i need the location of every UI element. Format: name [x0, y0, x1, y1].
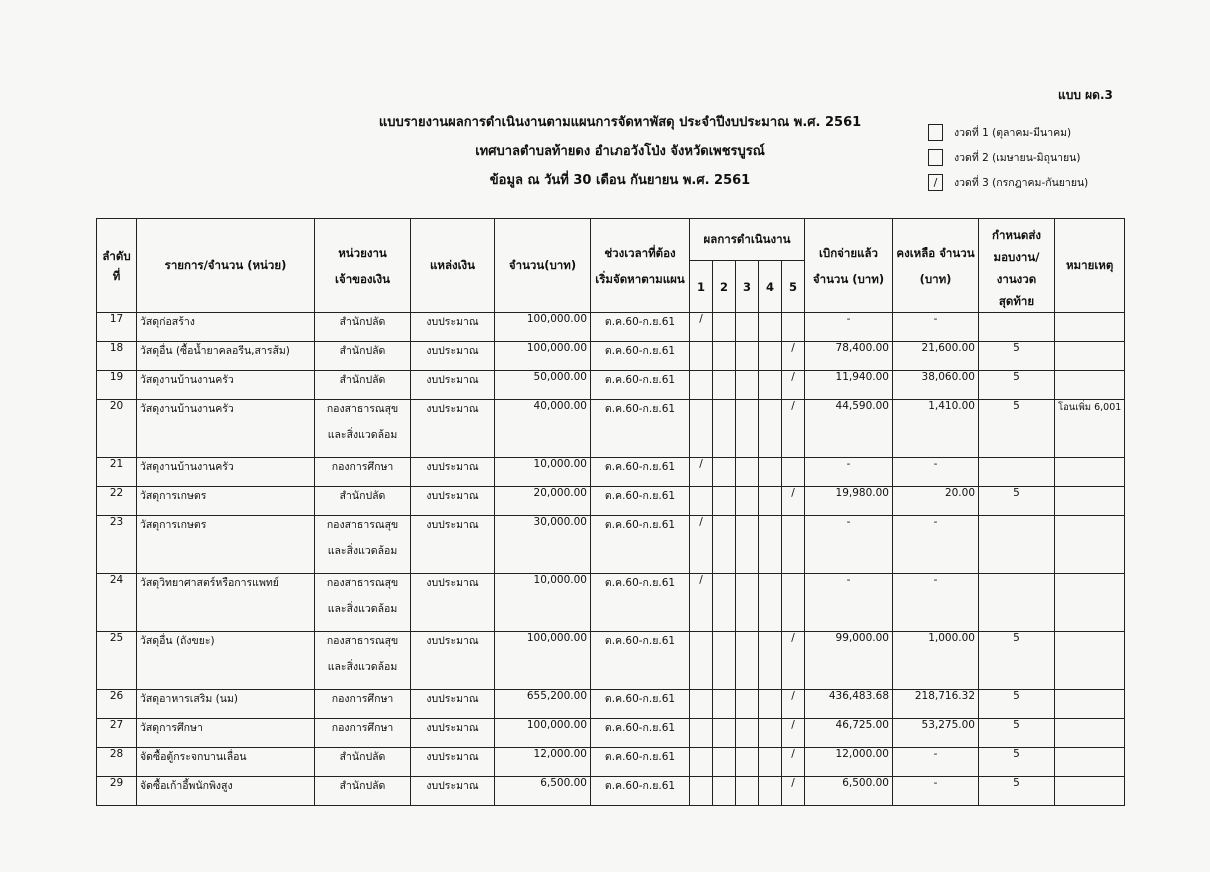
row-number: 27 [97, 719, 137, 748]
fund-source: งบประมาณ [411, 748, 495, 777]
table-row [97, 487, 1125, 516]
owner-line: สำนักปลัด [339, 751, 386, 763]
progress-step-4 [759, 690, 782, 719]
progress-step-5 [782, 574, 805, 632]
progress-check-mark: / [791, 632, 795, 644]
progress-check-mark: / [791, 342, 795, 354]
progress-step-4 [759, 777, 782, 806]
report-titles [340, 108, 900, 195]
owner-department [315, 342, 411, 371]
plan-period: ต.ค.60-ก.ย.61 [591, 777, 690, 806]
progress-step-2 [713, 487, 736, 516]
owner-line: และสิ่งแวดล้อม [327, 661, 398, 673]
fund-source: งบประมาณ [411, 719, 495, 748]
period-3 [928, 170, 1088, 195]
progress-step-1 [690, 719, 713, 748]
header-item: รายการ/จำนวน (หน่วย) [137, 219, 315, 313]
spent-amount: - [805, 458, 893, 487]
row-number: 29 [97, 777, 137, 806]
budget-amount: 20,000.00 [495, 487, 591, 516]
spent-amount: 436,483.68 [805, 690, 893, 719]
owner-line: และสิ่งแวดล้อม [327, 603, 398, 615]
plan-period: ต.ค.60-ก.ย.61 [591, 371, 690, 400]
row-number: 24 [97, 574, 137, 632]
progress-step-2 [713, 458, 736, 487]
progress-step-3 [736, 487, 759, 516]
owner-department [315, 632, 411, 690]
progress-step-5 [782, 777, 805, 806]
remaining-amount: - [893, 313, 979, 342]
progress-check-mark: / [791, 690, 795, 702]
progress-step-1 [690, 748, 713, 777]
progress-step-2 [713, 690, 736, 719]
header-source: แหล่งเงิน [411, 219, 495, 313]
progress-step-5 [782, 342, 805, 371]
item-name: วัสดุอาหารเสริม (นม) [137, 690, 315, 719]
progress-check-mark: / [699, 574, 703, 586]
header-step-3: 3 [736, 261, 759, 313]
progress-step-3 [736, 313, 759, 342]
remaining-amount: - [893, 516, 979, 574]
progress-check-mark: / [699, 516, 703, 528]
plan-period: ต.ค.60-ก.ย.61 [591, 719, 690, 748]
owner-line: สำนักปลัด [339, 316, 386, 328]
deadline-days: 5 [979, 487, 1055, 516]
progress-step-1 [690, 400, 713, 458]
progress-step-1 [690, 458, 713, 487]
budget-amount: 10,000.00 [495, 574, 591, 632]
header-remain: คงเหลือ จำนวน (บาท) [893, 219, 979, 313]
progress-step-1 [690, 632, 713, 690]
progress-step-3 [736, 719, 759, 748]
header-step-5: 5 [782, 261, 805, 313]
item-name: วัสดุก่อสร้าง [137, 313, 315, 342]
progress-step-2 [713, 400, 736, 458]
fund-source: งบประมาณ [411, 777, 495, 806]
owner-department [315, 313, 411, 342]
header-step-1: 1 [690, 261, 713, 313]
row-number: 19 [97, 371, 137, 400]
owner-line: สำนักปลัด [339, 345, 386, 357]
deadline-days [979, 313, 1055, 342]
owner-line: สำนักปลัด [339, 780, 386, 792]
progress-step-3 [736, 458, 759, 487]
progress-step-5 [782, 690, 805, 719]
fund-source: งบประมาณ [411, 574, 495, 632]
remaining-amount: 21,600.00 [893, 342, 979, 371]
remark: โอนเพิ่ม 6,001 [1055, 400, 1125, 458]
budget-amount: 10,000.00 [495, 458, 591, 487]
row-number: 26 [97, 690, 137, 719]
progress-step-5 [782, 719, 805, 748]
remaining-amount: - [893, 574, 979, 632]
period-1-checkbox[interactable] [928, 124, 943, 141]
budget-amount: 12,000.00 [495, 748, 591, 777]
owner-department [315, 516, 411, 574]
header-progress: ผลการดำเนินงาน [690, 219, 805, 261]
deadline-days: 5 [979, 748, 1055, 777]
report-organization: เทศบาลตำบลท้ายดง อำเภอวังโป่ง จังหวัดเพชรบูรณ์ [475, 144, 765, 159]
progress-step-5 [782, 313, 805, 342]
period-2-checkbox[interactable] [928, 149, 943, 166]
period-1-label: งวดที่ 1 (ตุลาคม-มีนาคม) [954, 127, 1072, 139]
owner-line: กองการศึกษา [331, 722, 394, 734]
header-step-4: 4 [759, 261, 782, 313]
plan-period: ต.ค.60-ก.ย.61 [591, 342, 690, 371]
header-period: ช่วงเวลาที่ต้อง เริ่มจัดหาตามแผน [591, 219, 690, 313]
deadline-days: 5 [979, 719, 1055, 748]
owner-line: กองสาธารณสุข [326, 403, 399, 415]
table-row [97, 777, 1125, 806]
fund-source: งบประมาณ [411, 458, 495, 487]
period-3-label: งวดที่ 3 (กรกฎาคม-กันยายน) [954, 177, 1089, 189]
progress-step-5 [782, 400, 805, 458]
row-number: 18 [97, 342, 137, 371]
remark [1055, 342, 1125, 371]
spent-amount: 19,980.00 [805, 487, 893, 516]
progress-step-5 [782, 458, 805, 487]
plan-period: ต.ค.60-ก.ย.61 [591, 313, 690, 342]
item-name: วัสดุการเกษตร [137, 516, 315, 574]
remaining-amount: - [893, 748, 979, 777]
spent-amount: 99,000.00 [805, 632, 893, 690]
fund-source: งบประมาณ [411, 342, 495, 371]
report-date: ข้อมูล ณ วันที่ 30 เดือน กันยายน พ.ศ. 2561 [489, 173, 751, 188]
remark [1055, 458, 1125, 487]
row-number: 17 [97, 313, 137, 342]
deadline-days [979, 458, 1055, 487]
progress-step-2 [713, 313, 736, 342]
progress-step-4 [759, 458, 782, 487]
progress-step-4 [759, 487, 782, 516]
item-name: วัสดุอื่น (ซื้อน้ำยาคลอรีน,สารส้ม) [137, 342, 315, 371]
item-name: วัสดุการศึกษา [137, 719, 315, 748]
fund-source: งบประมาณ [411, 400, 495, 458]
progress-step-2 [713, 748, 736, 777]
form-code: แบบ ผด.3 [1058, 88, 1113, 102]
progress-step-2 [713, 719, 736, 748]
progress-check-mark: / [791, 777, 795, 789]
owner-line: กองการศึกษา [331, 693, 394, 705]
plan-period: ต.ค.60-ก.ย.61 [591, 516, 690, 574]
progress-step-2 [713, 777, 736, 806]
fund-source: งบประมาณ [411, 371, 495, 400]
remark [1055, 690, 1125, 719]
plan-period: ต.ค.60-ก.ย.61 [591, 574, 690, 632]
remark [1055, 777, 1125, 806]
period-checklist [928, 120, 1088, 195]
item-name: วัสดุงานบ้านงานครัว [137, 400, 315, 458]
fund-source: งบประมาณ [411, 516, 495, 574]
progress-step-5 [782, 632, 805, 690]
owner-department [315, 748, 411, 777]
progress-step-3 [736, 777, 759, 806]
spent-amount: - [805, 516, 893, 574]
fund-source: งบประมาณ [411, 313, 495, 342]
header-step-2: 2 [713, 261, 736, 313]
budget-amount: 40,000.00 [495, 400, 591, 458]
progress-step-4 [759, 516, 782, 574]
deadline-days [979, 516, 1055, 574]
budget-amount: 30,000.00 [495, 516, 591, 574]
progress-step-2 [713, 516, 736, 574]
progress-step-3 [736, 342, 759, 371]
progress-step-3 [736, 748, 759, 777]
progress-step-3 [736, 516, 759, 574]
table-row [97, 632, 1125, 690]
remark [1055, 487, 1125, 516]
owner-line: สำนักปลัด [339, 490, 386, 502]
table-row [97, 574, 1125, 632]
progress-step-1 [690, 777, 713, 806]
plan-period: ต.ค.60-ก.ย.61 [591, 690, 690, 719]
spent-amount: 46,725.00 [805, 719, 893, 748]
owner-line: กองการศึกษา [331, 461, 394, 473]
progress-step-4 [759, 574, 782, 632]
spent-amount: 78,400.00 [805, 342, 893, 371]
plan-period: ต.ค.60-ก.ย.61 [591, 748, 690, 777]
owner-line: และสิ่งแวดล้อม [327, 429, 398, 441]
deadline-days: 5 [979, 342, 1055, 371]
progress-check-mark: / [699, 313, 703, 325]
progress-step-2 [713, 371, 736, 400]
owner-line: กองสาธารณสุข [326, 519, 399, 531]
fund-source: งบประมาณ [411, 487, 495, 516]
remark [1055, 748, 1125, 777]
spent-amount: 44,590.00 [805, 400, 893, 458]
item-name: วัสดุงานบ้านงานครัว [137, 458, 315, 487]
table-row [97, 313, 1125, 342]
progress-step-2 [713, 342, 736, 371]
progress-step-1 [690, 690, 713, 719]
progress-step-4 [759, 719, 782, 748]
progress-step-1 [690, 516, 713, 574]
deadline-days: 5 [979, 632, 1055, 690]
row-number: 25 [97, 632, 137, 690]
remaining-amount: 38,060.00 [893, 371, 979, 400]
row-number: 21 [97, 458, 137, 487]
item-name: จัดซื้อเก้าอี้พนักพิงสูง [137, 777, 315, 806]
progress-step-2 [713, 574, 736, 632]
owner-line: สำนักปลัด [339, 374, 386, 386]
plan-period: ต.ค.60-ก.ย.61 [591, 400, 690, 458]
table-row [97, 516, 1125, 574]
owner-department [315, 458, 411, 487]
plan-period: ต.ค.60-ก.ย.61 [591, 632, 690, 690]
spent-amount: 6,500.00 [805, 777, 893, 806]
progress-step-1 [690, 371, 713, 400]
fund-source: งบประมาณ [411, 632, 495, 690]
header-no: ลำดับ ที่ [97, 219, 137, 313]
item-name: จัดซื้อตู้กระจกบานเลื่อน [137, 748, 315, 777]
progress-step-4 [759, 748, 782, 777]
budget-amount: 100,000.00 [495, 632, 591, 690]
header-remark: หมายเหตุ [1055, 219, 1125, 313]
progress-step-3 [736, 371, 759, 400]
table-row [97, 458, 1125, 487]
budget-amount: 100,000.00 [495, 342, 591, 371]
remark [1055, 516, 1125, 574]
budget-amount: 655,200.00 [495, 690, 591, 719]
remark [1055, 313, 1125, 342]
progress-step-1 [690, 342, 713, 371]
progress-step-3 [736, 690, 759, 719]
progress-step-2 [713, 632, 736, 690]
spent-amount: - [805, 313, 893, 342]
header-owner: หน่วยงาน เจ้าของเงิน [315, 219, 411, 313]
budget-amount: 6,500.00 [495, 777, 591, 806]
progress-check-mark: / [791, 400, 795, 412]
item-name: วัสดุอื่น (ถังขยะ) [137, 632, 315, 690]
owner-line: กองสาธารณสุข [326, 577, 399, 589]
table-body [97, 313, 1125, 806]
table-row [97, 400, 1125, 458]
deadline-days: 5 [979, 400, 1055, 458]
remark [1055, 371, 1125, 400]
spent-amount: 12,000.00 [805, 748, 893, 777]
plan-period: ต.ค.60-ก.ย.61 [591, 458, 690, 487]
progress-step-5 [782, 516, 805, 574]
progress-check-mark: / [791, 748, 795, 760]
item-name: วัสดุการเกษตร [137, 487, 315, 516]
owner-department [315, 400, 411, 458]
header-spent: เบิกจ่ายแล้ว จำนวน (บาท) [805, 219, 893, 313]
owner-department [315, 487, 411, 516]
fund-source: งบประมาณ [411, 690, 495, 719]
remaining-amount: 1,410.00 [893, 400, 979, 458]
owner-department [315, 777, 411, 806]
owner-line: กองสาธารณสุข [326, 635, 399, 647]
table-row [97, 342, 1125, 371]
header-deadline: กำหนดส่ง มอบงาน/ งานงวด สุดท้าย [979, 219, 1055, 313]
item-name: วัสดุงานบ้านงานครัว [137, 371, 315, 400]
progress-step-5 [782, 748, 805, 777]
owner-department [315, 574, 411, 632]
remark [1055, 632, 1125, 690]
table-row [97, 719, 1125, 748]
remark [1055, 574, 1125, 632]
remaining-amount: - [893, 458, 979, 487]
spent-amount: 11,940.00 [805, 371, 893, 400]
budget-amount: 50,000.00 [495, 371, 591, 400]
deadline-days: 5 [979, 690, 1055, 719]
remaining-amount: 53,275.00 [893, 719, 979, 748]
progress-step-4 [759, 313, 782, 342]
progress-step-3 [736, 574, 759, 632]
table-row [97, 371, 1125, 400]
remaining-amount: - [893, 777, 979, 806]
progress-check-mark: / [791, 371, 795, 383]
owner-line: และสิ่งแวดล้อม [327, 545, 398, 557]
progress-step-4 [759, 371, 782, 400]
progress-step-4 [759, 400, 782, 458]
remark [1055, 719, 1125, 748]
owner-department [315, 371, 411, 400]
deadline-days: 5 [979, 777, 1055, 806]
progress-step-5 [782, 487, 805, 516]
deadline-days: 5 [979, 371, 1055, 400]
budget-amount: 100,000.00 [495, 719, 591, 748]
procurement-report-table [96, 218, 1125, 806]
row-number: 22 [97, 487, 137, 516]
header-amount: จำนวน(บาท) [495, 219, 591, 313]
period-2-label: งวดที่ 2 (เมษายน-มิถุนายน) [954, 152, 1081, 164]
table-row [97, 690, 1125, 719]
spent-amount: - [805, 574, 893, 632]
table-row [97, 748, 1125, 777]
row-number: 23 [97, 516, 137, 574]
budget-amount: 100,000.00 [495, 313, 591, 342]
period-3-checkbox[interactable]: / [928, 174, 943, 191]
remaining-amount: 20.00 [893, 487, 979, 516]
plan-period: ต.ค.60-ก.ย.61 [591, 487, 690, 516]
progress-check-mark: / [791, 487, 795, 499]
progress-step-3 [736, 400, 759, 458]
owner-department [315, 690, 411, 719]
remaining-amount: 218,716.32 [893, 690, 979, 719]
owner-department [315, 719, 411, 748]
period-1 [928, 120, 1088, 145]
progress-check-mark: / [699, 458, 703, 470]
report-title: แบบรายงานผลการดำเนินงานตามแผนการจัดหาพัสดุ ประจำปีงบประมาณ พ.ศ. 2561 [378, 115, 862, 130]
progress-step-1 [690, 487, 713, 516]
progress-step-4 [759, 342, 782, 371]
progress-step-1 [690, 574, 713, 632]
period-2 [928, 145, 1088, 170]
progress-step-3 [736, 632, 759, 690]
row-number: 20 [97, 400, 137, 458]
row-number: 28 [97, 748, 137, 777]
deadline-days [979, 574, 1055, 632]
item-name: วัสดุวิทยาศาสตร์หรือการแพทย์ [137, 574, 315, 632]
progress-step-1 [690, 313, 713, 342]
progress-step-4 [759, 632, 782, 690]
remaining-amount: 1,000.00 [893, 632, 979, 690]
progress-check-mark: / [791, 719, 795, 731]
progress-step-5 [782, 371, 805, 400]
